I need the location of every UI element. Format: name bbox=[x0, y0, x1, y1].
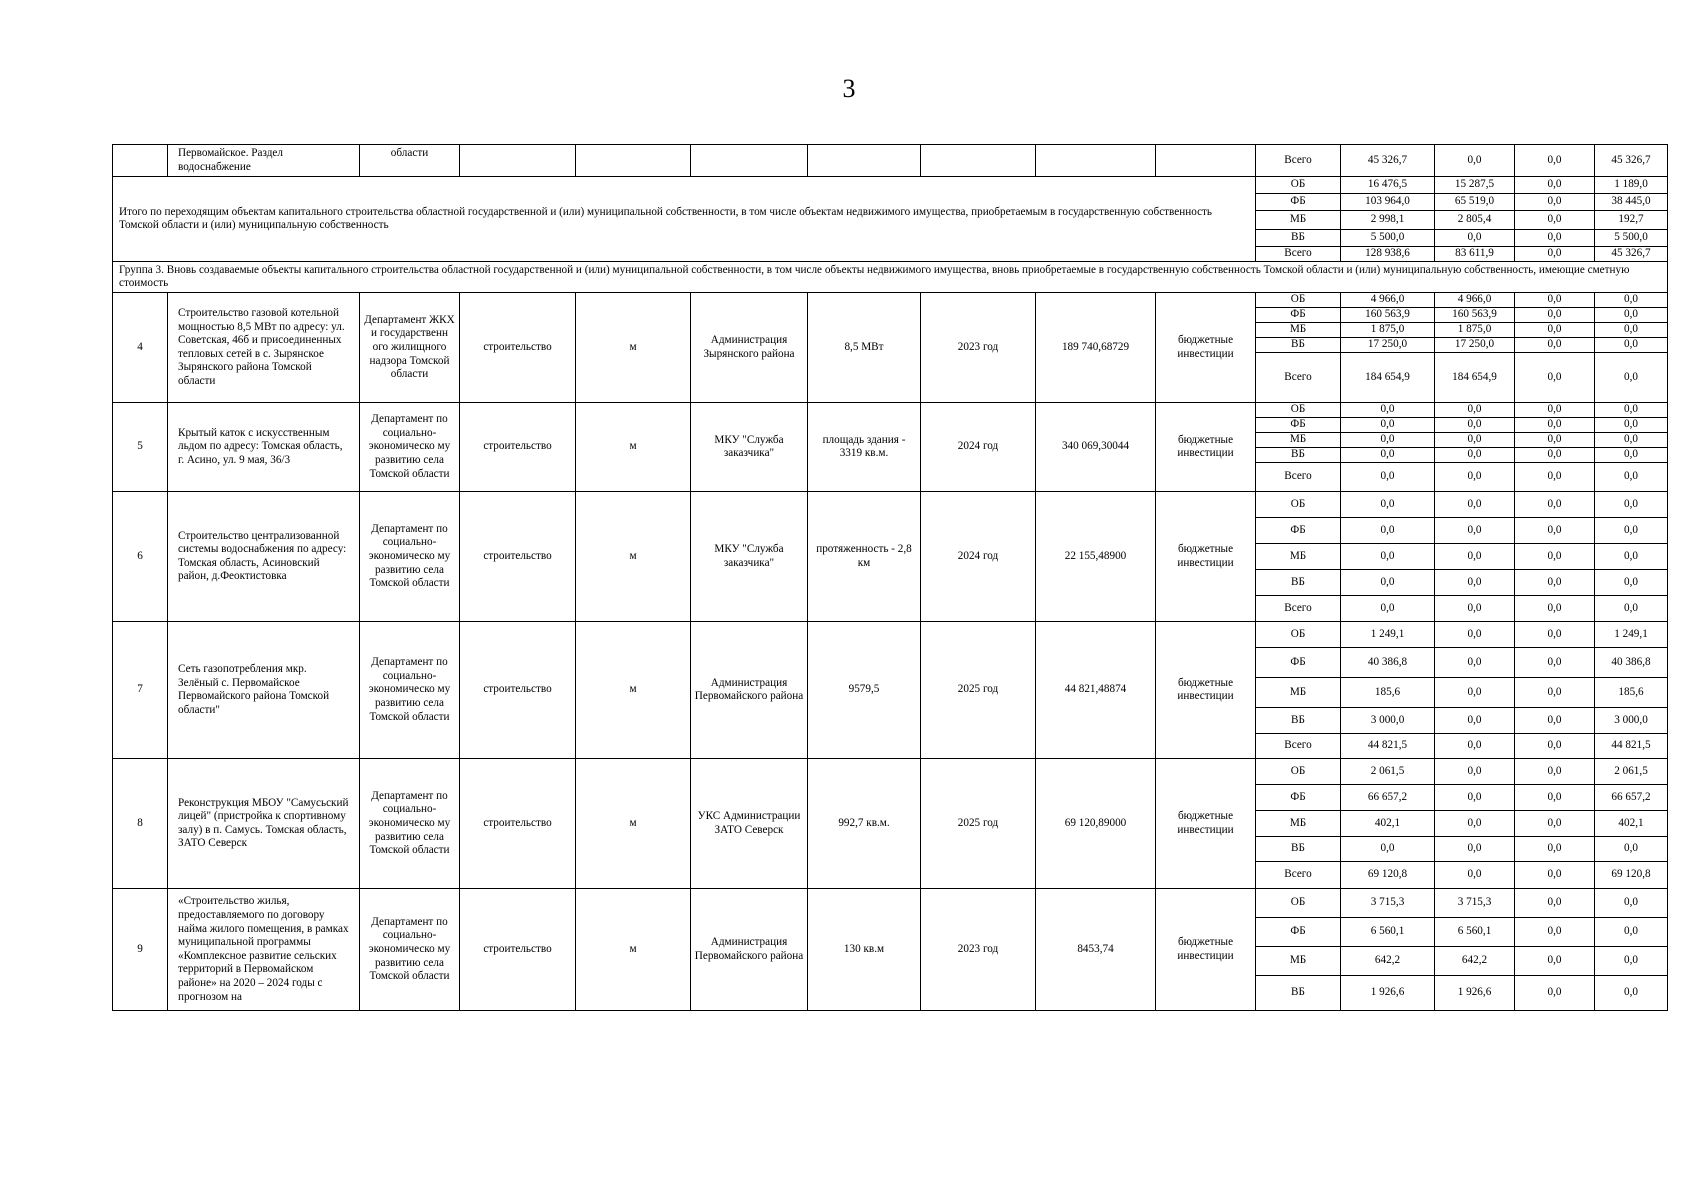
year-2024-value-cell: 0,0 bbox=[1515, 145, 1595, 177]
year-2024-value-cell: 0,0 bbox=[1515, 308, 1595, 323]
total-value-cell: 103 964,0 bbox=[1341, 194, 1435, 211]
funding-source-cell: ФБ bbox=[1256, 418, 1341, 433]
table-row bbox=[113, 492, 1668, 518]
row-number-cell: 7 bbox=[113, 622, 168, 759]
year-2023-value-cell: 0,0 bbox=[1435, 785, 1515, 811]
year-2023-value-cell: 160 563,9 bbox=[1435, 308, 1515, 323]
funding-source-cell: ОБ bbox=[1256, 177, 1341, 194]
year-2023-value-cell: 4 966,0 bbox=[1435, 293, 1515, 308]
year-2025-value-cell: 2 061,5 bbox=[1595, 759, 1668, 785]
measure-cell: м bbox=[576, 293, 691, 403]
year-2025-value-cell: 3 000,0 bbox=[1595, 708, 1668, 734]
row-number-cell: 6 bbox=[113, 492, 168, 622]
funding-source-cell: МБ bbox=[1256, 323, 1341, 338]
year-2024-value-cell: 0,0 bbox=[1515, 976, 1595, 1011]
measure-cell: м bbox=[576, 492, 691, 622]
total-value-cell: 3 000,0 bbox=[1341, 708, 1435, 734]
total-value-cell: 0,0 bbox=[1341, 596, 1435, 622]
year-cell: 2024 год bbox=[921, 403, 1036, 492]
year-2025-value-cell: 0,0 bbox=[1595, 976, 1668, 1011]
year-2023-value-cell: 83 611,9 bbox=[1435, 247, 1515, 262]
year-2023-value-cell: 0,0 bbox=[1435, 518, 1515, 544]
year-2024-value-cell: 0,0 bbox=[1515, 247, 1595, 262]
total-value-cell: 2 061,5 bbox=[1341, 759, 1435, 785]
total-value-cell: 185,6 bbox=[1341, 678, 1435, 708]
measure-cell: м bbox=[576, 759, 691, 889]
year-2024-value-cell: 0,0 bbox=[1515, 211, 1595, 230]
department-cell: Департамент по социально-экономическо му развитию села Томской области bbox=[360, 889, 460, 1011]
total-value-cell: 0,0 bbox=[1341, 570, 1435, 596]
funding-source-cell: МБ bbox=[1256, 947, 1341, 976]
funding-source-cell: ВБ bbox=[1256, 837, 1341, 862]
funding-source-cell: МБ bbox=[1256, 433, 1341, 448]
department-cell: Департамент ЖКХ и государственн ого жилищного надзора Томской области bbox=[360, 293, 460, 403]
estimated-cost-cell: 340 069,30044 bbox=[1036, 403, 1156, 492]
funding-source-cell: Всего bbox=[1256, 862, 1341, 889]
object-name-cell: Первомайское. Раздел водоснабжение bbox=[168, 145, 360, 177]
year-cell: 2025 год bbox=[921, 759, 1036, 889]
object-name-cell: Сеть газопотребления мкр. Зелёный с. Первомайское Первомайского района Томской области" bbox=[168, 622, 360, 759]
work-type-cell: строительство bbox=[460, 889, 576, 1011]
year-2024-value-cell: 0,0 bbox=[1515, 353, 1595, 403]
total-label-cell: Итого по переходящим объектам капитального строительства областной государственной и (или) муниципальной собственности, в том числе объектам недвижимого имущества, приобретаемым в государственную собственность Томской области и (или) муниципальную собственность bbox=[113, 177, 1256, 262]
year-cell: 2023 год bbox=[921, 889, 1036, 1011]
object-name-cell: Строительство газовой котельной мощностью 8,5 МВт по адресу: ул. Советская, 46б и присоединенных тепловых сетей в с. Зырянское Зырянского района Томской области bbox=[168, 293, 360, 403]
total-value-cell: 0,0 bbox=[1341, 403, 1435, 418]
funding-source-cell: ОБ bbox=[1256, 889, 1341, 918]
total-value-cell: 0,0 bbox=[1341, 418, 1435, 433]
year-2025-value-cell: 0,0 bbox=[1595, 596, 1668, 622]
year-2023-value-cell: 1 926,6 bbox=[1435, 976, 1515, 1011]
department-cell: Департамент по социально-экономическо му развитию села Томской области bbox=[360, 403, 460, 492]
year-2023-value-cell: 0,0 bbox=[1435, 759, 1515, 785]
year-2024-value-cell: 0,0 bbox=[1515, 403, 1595, 418]
funding-source-cell: Всего bbox=[1256, 463, 1341, 492]
investment-form-cell: бюджетные инвестиции bbox=[1156, 622, 1256, 759]
year-2025-value-cell: 0,0 bbox=[1595, 947, 1668, 976]
estimated-cost-cell: 8453,74 bbox=[1036, 889, 1156, 1011]
investment-form-cell: бюджетные инвестиции bbox=[1156, 293, 1256, 403]
row-number-cell: 4 bbox=[113, 293, 168, 403]
year-2023-value-cell: 0,0 bbox=[1435, 596, 1515, 622]
year-2025-value-cell: 0,0 bbox=[1595, 448, 1668, 463]
total-value-cell: 40 386,8 bbox=[1341, 648, 1435, 678]
year-2025-value-cell: 0,0 bbox=[1595, 570, 1668, 596]
total-value-cell: 4 966,0 bbox=[1341, 293, 1435, 308]
year-2023-value-cell: 0,0 bbox=[1435, 418, 1515, 433]
year-2025-value-cell: 45 326,7 bbox=[1595, 145, 1668, 177]
object-name-cell: Реконструкция МБОУ "Самусьский лицей" (пристройка к спортивному залу) в п. Самусь. Томская область, ЗАТО Северск bbox=[168, 759, 360, 889]
year-2025-value-cell: 0,0 bbox=[1595, 463, 1668, 492]
capacity-cell: площадь здания - 3319 кв.м. bbox=[808, 403, 921, 492]
investment-form-cell: бюджетные инвестиции bbox=[1156, 759, 1256, 889]
year-cell: 2023 год bbox=[921, 293, 1036, 403]
investment-table bbox=[112, 144, 1668, 1011]
year-2025-value-cell: 185,6 bbox=[1595, 678, 1668, 708]
year-2025-value-cell: 44 821,5 bbox=[1595, 734, 1668, 759]
year-2025-value-cell: 0,0 bbox=[1595, 889, 1668, 918]
year-2023-value-cell: 17 250,0 bbox=[1435, 338, 1515, 353]
table-row bbox=[113, 177, 1668, 194]
year-2024-value-cell: 0,0 bbox=[1515, 596, 1595, 622]
table-row bbox=[113, 759, 1668, 785]
year-2024-value-cell: 0,0 bbox=[1515, 648, 1595, 678]
year-2024-value-cell: 0,0 bbox=[1515, 759, 1595, 785]
estimated-cost-cell: 44 821,48874 bbox=[1036, 622, 1156, 759]
year-2025-value-cell: 69 120,8 bbox=[1595, 862, 1668, 889]
funding-source-cell: Всего bbox=[1256, 353, 1341, 403]
customer-cell: МКУ "Служба заказчика" bbox=[691, 492, 808, 622]
year-2024-value-cell: 0,0 bbox=[1515, 518, 1595, 544]
customer-cell: Администрация Первомайского района bbox=[691, 622, 808, 759]
total-value-cell: 184 654,9 bbox=[1341, 353, 1435, 403]
year-2024-value-cell: 0,0 bbox=[1515, 323, 1595, 338]
funding-source-cell: Всего bbox=[1256, 145, 1341, 177]
funding-source-cell: Всего bbox=[1256, 596, 1341, 622]
funding-source-cell: ВБ bbox=[1256, 976, 1341, 1011]
department-cell: Департамент по социально-экономическо му развитию села Томской области bbox=[360, 622, 460, 759]
year-2025-value-cell: 40 386,8 bbox=[1595, 648, 1668, 678]
work-type-cell: строительство bbox=[460, 492, 576, 622]
funding-source-cell: ФБ bbox=[1256, 918, 1341, 947]
work-type-cell: строительство bbox=[460, 293, 576, 403]
year-2024-value-cell: 0,0 bbox=[1515, 433, 1595, 448]
year-2025-value-cell: 0,0 bbox=[1595, 544, 1668, 570]
year-2024-value-cell: 0,0 bbox=[1515, 811, 1595, 837]
capacity-cell: 992,7 кв.м. bbox=[808, 759, 921, 889]
year-2023-value-cell: 0,0 bbox=[1435, 492, 1515, 518]
funding-source-cell: ВБ bbox=[1256, 708, 1341, 734]
capacity-cell: 9579,5 bbox=[808, 622, 921, 759]
year-2025-value-cell: 0,0 bbox=[1595, 308, 1668, 323]
total-value-cell: 1 875,0 bbox=[1341, 323, 1435, 338]
total-value-cell: 128 938,6 bbox=[1341, 247, 1435, 262]
year-2024-value-cell: 0,0 bbox=[1515, 177, 1595, 194]
year-2023-value-cell: 0,0 bbox=[1435, 570, 1515, 596]
year-2025-value-cell: 0,0 bbox=[1595, 403, 1668, 418]
department-cell: области bbox=[360, 145, 460, 177]
year-2025-value-cell: 0,0 bbox=[1595, 418, 1668, 433]
total-value-cell: 0,0 bbox=[1341, 492, 1435, 518]
funding-source-cell: ФБ bbox=[1256, 518, 1341, 544]
capacity-cell: протяженность - 2,8 км bbox=[808, 492, 921, 622]
row-number-cell: 5 bbox=[113, 403, 168, 492]
year-2023-value-cell: 3 715,3 bbox=[1435, 889, 1515, 918]
work-type-cell: строительство bbox=[460, 403, 576, 492]
year-2025-value-cell: 402,1 bbox=[1595, 811, 1668, 837]
year-2024-value-cell: 0,0 bbox=[1515, 622, 1595, 648]
total-value-cell: 17 250,0 bbox=[1341, 338, 1435, 353]
funding-source-cell: ОБ bbox=[1256, 622, 1341, 648]
year-2025-value-cell: 192,7 bbox=[1595, 211, 1668, 230]
total-value-cell: 0,0 bbox=[1341, 448, 1435, 463]
year-2024-value-cell: 0,0 bbox=[1515, 708, 1595, 734]
year-2023-value-cell: 0,0 bbox=[1435, 837, 1515, 862]
year-2024-value-cell: 0,0 bbox=[1515, 947, 1595, 976]
total-value-cell: 66 657,2 bbox=[1341, 785, 1435, 811]
funding-source-cell: Всего bbox=[1256, 734, 1341, 759]
year-2023-value-cell: 65 519,0 bbox=[1435, 194, 1515, 211]
year-2023-value-cell: 0,0 bbox=[1435, 811, 1515, 837]
year-2024-value-cell: 0,0 bbox=[1515, 230, 1595, 247]
year-2025-value-cell: 0,0 bbox=[1595, 353, 1668, 403]
investment-form-cell: бюджетные инвестиции bbox=[1156, 403, 1256, 492]
year-2025-value-cell: 0,0 bbox=[1595, 293, 1668, 308]
customer-cell: Администрация Первомайского района bbox=[691, 889, 808, 1011]
empty-cell bbox=[576, 145, 691, 177]
year-2023-value-cell: 0,0 bbox=[1435, 708, 1515, 734]
funding-source-cell: ФБ bbox=[1256, 308, 1341, 323]
total-value-cell: 0,0 bbox=[1341, 518, 1435, 544]
total-value-cell: 45 326,7 bbox=[1341, 145, 1435, 177]
funding-source-cell: ОБ bbox=[1256, 403, 1341, 418]
empty-cell bbox=[691, 145, 808, 177]
year-2025-value-cell: 1 189,0 bbox=[1595, 177, 1668, 194]
funding-source-cell: ВБ bbox=[1256, 448, 1341, 463]
year-2023-value-cell: 0,0 bbox=[1435, 648, 1515, 678]
total-value-cell: 6 560,1 bbox=[1341, 918, 1435, 947]
funding-source-cell: ОБ bbox=[1256, 293, 1341, 308]
total-value-cell: 1 249,1 bbox=[1341, 622, 1435, 648]
total-value-cell: 44 821,5 bbox=[1341, 734, 1435, 759]
year-2023-value-cell: 0,0 bbox=[1435, 145, 1515, 177]
total-value-cell: 402,1 bbox=[1341, 811, 1435, 837]
group-header-cell: Группа 3. Вновь создаваемые объекты капитального строительства областной государственной и (или) муниципальной собственности, в том числе объекты недвижимого имущества, вновь приобретаемые в государственную собственность Томской области и (или) муниципальную собственность, имеющие сметную стоимость bbox=[113, 262, 1668, 293]
year-2023-value-cell: 15 287,5 bbox=[1435, 177, 1515, 194]
row-number-cell: 8 bbox=[113, 759, 168, 889]
year-2025-value-cell: 5 500,0 bbox=[1595, 230, 1668, 247]
table-row bbox=[113, 145, 1668, 177]
year-2023-value-cell: 1 875,0 bbox=[1435, 323, 1515, 338]
row-number-cell: 9 bbox=[113, 889, 168, 1011]
year-2024-value-cell: 0,0 bbox=[1515, 570, 1595, 596]
year-2024-value-cell: 0,0 bbox=[1515, 678, 1595, 708]
year-cell: 2025 год bbox=[921, 622, 1036, 759]
table-row bbox=[113, 403, 1668, 418]
funding-source-cell: ВБ bbox=[1256, 338, 1341, 353]
investment-form-cell: бюджетные инвестиции bbox=[1156, 492, 1256, 622]
measure-cell: м bbox=[576, 403, 691, 492]
year-2024-value-cell: 0,0 bbox=[1515, 448, 1595, 463]
customer-cell: Администрация Зырянского района bbox=[691, 293, 808, 403]
total-value-cell: 0,0 bbox=[1341, 463, 1435, 492]
year-2023-value-cell: 0,0 bbox=[1435, 230, 1515, 247]
empty-cell bbox=[460, 145, 576, 177]
empty-cell bbox=[1036, 145, 1156, 177]
year-2024-value-cell: 0,0 bbox=[1515, 492, 1595, 518]
year-2023-value-cell: 184 654,9 bbox=[1435, 353, 1515, 403]
year-2024-value-cell: 0,0 bbox=[1515, 194, 1595, 211]
total-value-cell: 69 120,8 bbox=[1341, 862, 1435, 889]
table-row bbox=[113, 889, 1668, 918]
year-2025-value-cell: 0,0 bbox=[1595, 492, 1668, 518]
funding-source-cell: ФБ bbox=[1256, 785, 1341, 811]
year-2023-value-cell: 0,0 bbox=[1435, 862, 1515, 889]
year-2025-value-cell: 38 445,0 bbox=[1595, 194, 1668, 211]
year-2025-value-cell: 1 249,1 bbox=[1595, 622, 1668, 648]
year-2024-value-cell: 0,0 bbox=[1515, 837, 1595, 862]
department-cell: Департамент по социально-экономическо му развитию села Томской области bbox=[360, 492, 460, 622]
funding-source-cell: ФБ bbox=[1256, 648, 1341, 678]
year-cell: 2024 год bbox=[921, 492, 1036, 622]
table-row bbox=[113, 293, 1668, 308]
total-value-cell: 0,0 bbox=[1341, 544, 1435, 570]
year-2024-value-cell: 0,0 bbox=[1515, 293, 1595, 308]
year-2025-value-cell: 0,0 bbox=[1595, 837, 1668, 862]
measure-cell: м bbox=[576, 622, 691, 759]
year-2023-value-cell: 0,0 bbox=[1435, 403, 1515, 418]
year-2024-value-cell: 0,0 bbox=[1515, 544, 1595, 570]
year-2023-value-cell: 0,0 bbox=[1435, 448, 1515, 463]
year-2023-value-cell: 642,2 bbox=[1435, 947, 1515, 976]
year-2025-value-cell: 0,0 bbox=[1595, 338, 1668, 353]
total-value-cell: 1 926,6 bbox=[1341, 976, 1435, 1011]
funding-source-cell: МБ bbox=[1256, 211, 1341, 230]
funding-source-cell: ФБ bbox=[1256, 194, 1341, 211]
year-2025-value-cell: 66 657,2 bbox=[1595, 785, 1668, 811]
empty-cell bbox=[808, 145, 921, 177]
customer-cell: УКС Администрации ЗАТО Северск bbox=[691, 759, 808, 889]
total-value-cell: 0,0 bbox=[1341, 837, 1435, 862]
year-2023-value-cell: 0,0 bbox=[1435, 622, 1515, 648]
funding-source-cell: ОБ bbox=[1256, 492, 1341, 518]
object-name-cell: «Строительство жилья, предоставляемого по договору найма жилого помещения, в рамках муниципальной программы «Комплексное развитие сельских территорий в Первомайском районе» на 2020 – 2024 годы с прогнозом на bbox=[168, 889, 360, 1011]
empty-cell bbox=[921, 145, 1036, 177]
year-2023-value-cell: 0,0 bbox=[1435, 678, 1515, 708]
customer-cell: МКУ "Служба заказчика" bbox=[691, 403, 808, 492]
funding-source-cell: ВБ bbox=[1256, 230, 1341, 247]
year-2025-value-cell: 0,0 bbox=[1595, 323, 1668, 338]
funding-source-cell: МБ bbox=[1256, 678, 1341, 708]
work-type-cell: строительство bbox=[460, 759, 576, 889]
year-2025-value-cell: 0,0 bbox=[1595, 918, 1668, 947]
object-name-cell: Крытый каток с искусственным льдом по адресу: Томская область, г. Асино, ул. 9 мая, 36/3 bbox=[168, 403, 360, 492]
year-2024-value-cell: 0,0 bbox=[1515, 463, 1595, 492]
year-2024-value-cell: 0,0 bbox=[1515, 918, 1595, 947]
total-value-cell: 0,0 bbox=[1341, 433, 1435, 448]
total-value-cell: 2 998,1 bbox=[1341, 211, 1435, 230]
total-value-cell: 5 500,0 bbox=[1341, 230, 1435, 247]
capacity-cell: 8,5 МВт bbox=[808, 293, 921, 403]
year-2024-value-cell: 0,0 bbox=[1515, 785, 1595, 811]
estimated-cost-cell: 69 120,89000 bbox=[1036, 759, 1156, 889]
funding-source-cell: ОБ bbox=[1256, 759, 1341, 785]
funding-source-cell: МБ bbox=[1256, 544, 1341, 570]
year-2023-value-cell: 0,0 bbox=[1435, 433, 1515, 448]
year-2025-value-cell: 0,0 bbox=[1595, 518, 1668, 544]
estimated-cost-cell: 189 740,68729 bbox=[1036, 293, 1156, 403]
department-cell: Департамент по социально-экономическо му развитию села Томской области bbox=[360, 759, 460, 889]
year-2024-value-cell: 0,0 bbox=[1515, 734, 1595, 759]
year-2024-value-cell: 0,0 bbox=[1515, 338, 1595, 353]
year-2024-value-cell: 0,0 bbox=[1515, 418, 1595, 433]
year-2023-value-cell: 0,0 bbox=[1435, 734, 1515, 759]
funding-source-cell: Всего bbox=[1256, 247, 1341, 262]
estimated-cost-cell: 22 155,48900 bbox=[1036, 492, 1156, 622]
investment-form-cell: бюджетные инвестиции bbox=[1156, 889, 1256, 1011]
row-number-cell bbox=[113, 145, 168, 177]
object-name-cell: Строительство централизованной системы водоснабжения по адресу: Томская область, Асиновский район, д.Феоктистовка bbox=[168, 492, 360, 622]
total-value-cell: 642,2 bbox=[1341, 947, 1435, 976]
funding-source-cell: МБ bbox=[1256, 811, 1341, 837]
group-header-row bbox=[113, 262, 1668, 293]
total-value-cell: 160 563,9 bbox=[1341, 308, 1435, 323]
funding-source-cell: ВБ bbox=[1256, 570, 1341, 596]
year-2024-value-cell: 0,0 bbox=[1515, 889, 1595, 918]
work-type-cell: строительство bbox=[460, 622, 576, 759]
year-2023-value-cell: 0,0 bbox=[1435, 463, 1515, 492]
empty-cell bbox=[1156, 145, 1256, 177]
year-2023-value-cell: 2 805,4 bbox=[1435, 211, 1515, 230]
capacity-cell: 130 кв.м bbox=[808, 889, 921, 1011]
table-row bbox=[113, 622, 1668, 648]
year-2024-value-cell: 0,0 bbox=[1515, 862, 1595, 889]
total-value-cell: 3 715,3 bbox=[1341, 889, 1435, 918]
page-number: 3 bbox=[842, 74, 856, 103]
year-2023-value-cell: 6 560,1 bbox=[1435, 918, 1515, 947]
measure-cell: м bbox=[576, 889, 691, 1011]
year-2023-value-cell: 0,0 bbox=[1435, 544, 1515, 570]
total-value-cell: 16 476,5 bbox=[1341, 177, 1435, 194]
year-2025-value-cell: 45 326,7 bbox=[1595, 247, 1668, 262]
year-2025-value-cell: 0,0 bbox=[1595, 433, 1668, 448]
